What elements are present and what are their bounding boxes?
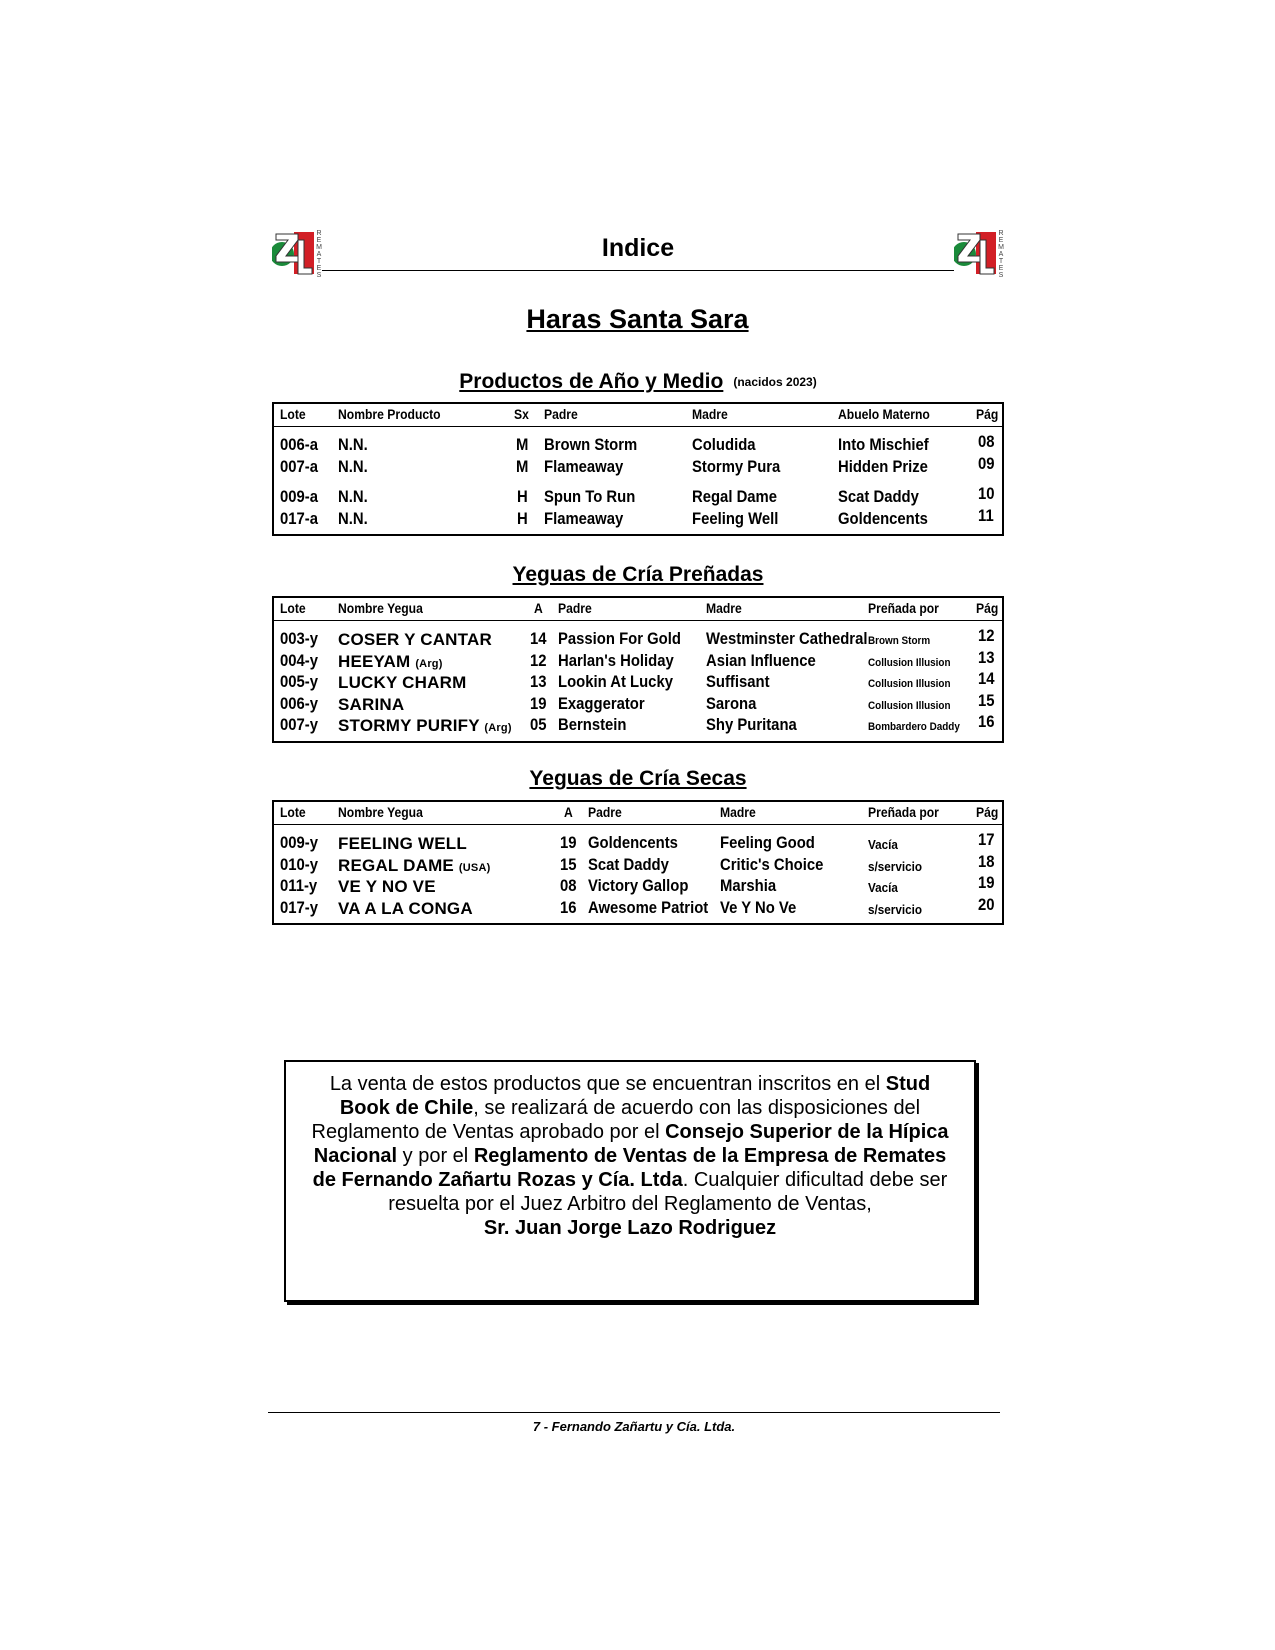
table-row bbox=[274, 648, 1002, 673]
madre-cell: Westminster Cathedral bbox=[706, 630, 868, 648]
prenadas-title bbox=[272, 563, 1004, 587]
age-cell: 08 bbox=[560, 877, 577, 895]
notice-text-2: , se realizará de acuerdo con las disposiciones del Reglamento de Ventas aprobado por el bbox=[311, 1097, 921, 1143]
header-cell: Padre bbox=[558, 601, 592, 616]
padre-cell: Scat Daddy bbox=[588, 855, 669, 874]
lote-cell: 007-a bbox=[280, 457, 318, 476]
origin-suffix: (Arg) bbox=[484, 722, 512, 734]
nombre-cell bbox=[338, 695, 404, 715]
nombre-cell bbox=[338, 673, 466, 693]
origin-suffix: (USA) bbox=[458, 861, 491, 874]
madre-cell: Sarona bbox=[706, 694, 757, 713]
company-logo-right bbox=[954, 228, 1004, 279]
header-cell: Lote bbox=[280, 601, 306, 616]
nombre-cell bbox=[338, 834, 467, 854]
table-row bbox=[274, 629, 1002, 651]
pag-cell: 12 bbox=[978, 627, 995, 645]
productos-title bbox=[272, 370, 1004, 394]
notice-text-1: La venta de estos productos que se encuentran inscritos en el bbox=[329, 1073, 886, 1095]
mare-name: HEEYAM bbox=[338, 651, 411, 671]
pag-cell: 17 bbox=[978, 831, 995, 849]
sale-notice-text bbox=[286, 1062, 974, 1240]
header-cell: Pág bbox=[976, 601, 999, 616]
header-cell: Lote bbox=[280, 407, 306, 422]
logo-side-text: R E M A T E S bbox=[316, 230, 322, 279]
madre-cell: Suffisant bbox=[706, 673, 770, 691]
mare-name: FEELING WELL bbox=[338, 834, 467, 853]
pag-cell: 18 bbox=[978, 852, 995, 871]
header-cell: Sx bbox=[514, 407, 529, 422]
madre-cell: Shy Puritana bbox=[706, 716, 797, 734]
madre-cell: Feeling Well bbox=[692, 509, 779, 528]
header-cell: Padre bbox=[588, 805, 622, 820]
mare-name: VA A LA CONGA bbox=[338, 898, 473, 918]
padre-cell: Exaggerator bbox=[558, 694, 645, 713]
page-header bbox=[272, 226, 1004, 279]
lote-cell: 006-y bbox=[280, 694, 318, 713]
lote-cell: 009-a bbox=[280, 488, 318, 506]
header-cell: Madre bbox=[692, 407, 728, 422]
header-cell: Preñada por bbox=[868, 805, 939, 820]
padre-cell: Goldencents bbox=[588, 834, 678, 852]
madre-cell: Asian Influence bbox=[706, 651, 816, 670]
mare-name: LUCKY CHARM bbox=[338, 673, 467, 692]
header-cell: Preñada por bbox=[868, 601, 939, 616]
table-header bbox=[274, 404, 1002, 427]
nombre-cell bbox=[338, 630, 492, 650]
prenada-por-cell: Vacía bbox=[868, 837, 898, 852]
padre-cell: Victory Gallop bbox=[588, 877, 689, 895]
lote-cell: 004-y bbox=[280, 651, 318, 670]
sx-cell: H bbox=[517, 509, 528, 528]
madre-cell: Critic's Choice bbox=[720, 855, 824, 874]
abuelo-cell: Goldencents bbox=[838, 509, 928, 528]
secas-title-main: Yeguas de Cría Secas bbox=[529, 767, 747, 790]
prenada-por-cell: Vacía bbox=[868, 880, 898, 895]
table-row bbox=[274, 833, 1002, 855]
padre-cell: Flameaway bbox=[544, 457, 624, 476]
lote-cell: 005-y bbox=[280, 673, 318, 691]
table-row bbox=[274, 852, 1002, 877]
pag-cell: 14 bbox=[978, 670, 995, 688]
prenada-por-cell: Collusion Illusion bbox=[868, 656, 951, 669]
productos-note: (nacidos 2023) bbox=[733, 375, 817, 389]
header-rule bbox=[322, 270, 954, 271]
lote-cell: 009-y bbox=[280, 834, 318, 852]
header-cell: Padre bbox=[544, 407, 578, 422]
productos-table bbox=[272, 402, 1004, 536]
lote-cell: 010-y bbox=[280, 855, 318, 874]
madre-cell: Marshia bbox=[720, 877, 777, 895]
header-cell: Nombre Producto bbox=[338, 407, 441, 422]
abuelo-cell: Into Mischief bbox=[838, 436, 929, 454]
prenada-por-cell: s/servicio bbox=[868, 901, 922, 917]
padre-cell: Harlan's Holiday bbox=[558, 651, 674, 670]
prenada-por-cell: Collusion Illusion bbox=[868, 699, 951, 712]
prenada-por-cell: Collusion Illusion bbox=[868, 678, 951, 690]
pag-cell: 19 bbox=[978, 874, 995, 892]
notice-bold-4: Sr. Juan Jorge Lazo Rodriguez bbox=[483, 1217, 777, 1239]
table-row bbox=[274, 435, 1002, 457]
prenada-por-cell: s/servicio bbox=[868, 858, 922, 874]
nombre-cell bbox=[338, 899, 473, 919]
age-cell: 19 bbox=[560, 834, 577, 852]
pag-cell: 13 bbox=[978, 648, 995, 667]
mare-name: VE Y NO VE bbox=[338, 877, 436, 896]
header-cell: Pág bbox=[976, 407, 999, 422]
lote-cell: 007-y bbox=[280, 716, 318, 734]
madre-cell: Ve Y No Ve bbox=[720, 898, 797, 917]
age-cell: 05 bbox=[530, 716, 547, 734]
notice-bold-1: Stud Book de Chile bbox=[339, 1073, 931, 1119]
padre-cell: Bernstein bbox=[558, 716, 627, 734]
age-cell: 14 bbox=[530, 630, 547, 648]
header-cell: Pág bbox=[976, 805, 999, 820]
notice-text-3: y por el bbox=[397, 1145, 474, 1167]
nombre-cell bbox=[338, 856, 490, 876]
header-cell: Madre bbox=[706, 601, 742, 616]
table-row bbox=[274, 715, 1002, 737]
table-row bbox=[274, 672, 1002, 694]
prenadas-title-main: Yeguas de Cría Preñadas bbox=[512, 563, 764, 586]
nombre-cell: N.N. bbox=[338, 509, 368, 528]
table-header bbox=[274, 802, 1002, 825]
productos-title-main: Productos de Año y Medio bbox=[459, 370, 724, 393]
age-cell: 15 bbox=[560, 855, 577, 874]
secas-table bbox=[272, 800, 1004, 925]
sx-cell: M bbox=[516, 457, 529, 476]
lote-cell: 003-y bbox=[280, 630, 318, 648]
secas-title bbox=[272, 767, 1004, 791]
notice-bold-3: Reglamento de Ventas de la Empresa de Remates de Fernando Zañartu Rozas y Cía. Ltda bbox=[312, 1145, 947, 1191]
header-cell: Nombre Yegua bbox=[338, 601, 423, 616]
mare-name: REGAL DAME bbox=[338, 855, 454, 875]
nombre-cell: N.N. bbox=[338, 488, 368, 506]
mare-name: COSER Y CANTAR bbox=[338, 630, 492, 649]
madre-cell: Feeling Good bbox=[720, 834, 815, 852]
padre-cell: Flameaway bbox=[544, 509, 624, 528]
table-row bbox=[274, 454, 1002, 479]
sale-notice-box bbox=[284, 1060, 976, 1302]
header-cell: A bbox=[534, 601, 543, 616]
pag-cell: 15 bbox=[978, 691, 995, 710]
nombre-cell: N.N. bbox=[338, 436, 368, 454]
age-cell: 12 bbox=[530, 651, 547, 670]
page-footer bbox=[268, 1412, 1000, 1434]
lote-cell: 011-y bbox=[280, 877, 318, 895]
header-cell: Lote bbox=[280, 805, 306, 820]
age-cell: 13 bbox=[530, 673, 547, 691]
header-cell: Nombre Yegua bbox=[338, 805, 423, 820]
abuelo-cell: Hidden Prize bbox=[838, 457, 928, 476]
header-cell: Abuelo Materno bbox=[838, 407, 930, 422]
padre-cell: Brown Storm bbox=[544, 436, 638, 454]
pag-cell: 08 bbox=[978, 433, 995, 451]
lote-cell: 006-a bbox=[280, 436, 318, 454]
padre-cell: Spun To Run bbox=[544, 488, 636, 506]
logo-side-text: R E M A T E S bbox=[998, 230, 1004, 279]
origin-suffix: (Arg) bbox=[415, 657, 443, 670]
table-row bbox=[274, 876, 1002, 898]
table-header bbox=[274, 598, 1002, 621]
haras-title: Haras Santa Sara bbox=[526, 304, 749, 334]
prenada-por-cell: Brown Storm bbox=[868, 635, 931, 647]
table-row bbox=[274, 691, 1002, 716]
table-row bbox=[274, 506, 1002, 531]
age-cell: 19 bbox=[530, 694, 547, 713]
page-title: Indice bbox=[601, 234, 675, 262]
pag-cell: 10 bbox=[978, 485, 995, 503]
age-cell: 16 bbox=[560, 898, 577, 917]
mare-name: STORMY PURIFY bbox=[338, 716, 480, 735]
zl-logo-icon bbox=[954, 228, 998, 276]
nombre-cell bbox=[338, 877, 436, 897]
nombre-cell: N.N. bbox=[338, 457, 368, 476]
pag-cell: 09 bbox=[978, 454, 995, 473]
sx-cell: M bbox=[516, 436, 529, 454]
pag-cell: 16 bbox=[978, 713, 995, 731]
lote-cell: 017-y bbox=[280, 898, 318, 917]
nombre-cell bbox=[338, 716, 512, 736]
abuelo-cell: Scat Daddy bbox=[838, 488, 919, 506]
prenada-por-cell: Bombardero Daddy bbox=[868, 721, 960, 733]
madre-cell: Regal Dame bbox=[692, 488, 778, 506]
notice-bold-2: Consejo Superior de la Hípica Nacional bbox=[313, 1121, 949, 1167]
mare-name: SARINA bbox=[338, 694, 405, 714]
table-row bbox=[274, 487, 1002, 509]
table-row bbox=[274, 895, 1002, 920]
padre-cell: Passion For Gold bbox=[558, 630, 681, 648]
sx-cell: H bbox=[517, 488, 528, 506]
header-cell: A bbox=[564, 805, 573, 820]
padre-cell: Awesome Patriot bbox=[588, 898, 709, 917]
header-cell: Madre bbox=[720, 805, 756, 820]
madre-cell: Coludida bbox=[692, 436, 756, 454]
notice-text-4: . Cualquier dificultad debe ser resuelta por el Juez Arbitro del Reglamento de Ventas, bbox=[388, 1169, 948, 1215]
madre-cell: Stormy Pura bbox=[692, 457, 781, 476]
padre-cell: Lookin At Lucky bbox=[558, 673, 673, 691]
pag-cell: 11 bbox=[978, 506, 994, 525]
prenadas-table bbox=[272, 596, 1004, 743]
lote-cell: 017-a bbox=[280, 509, 318, 528]
pag-cell: 20 bbox=[978, 895, 995, 914]
nombre-cell bbox=[338, 652, 443, 672]
footer-text: 7 - Fernando Zañartu y Cía. Ltda. bbox=[532, 1419, 736, 1434]
